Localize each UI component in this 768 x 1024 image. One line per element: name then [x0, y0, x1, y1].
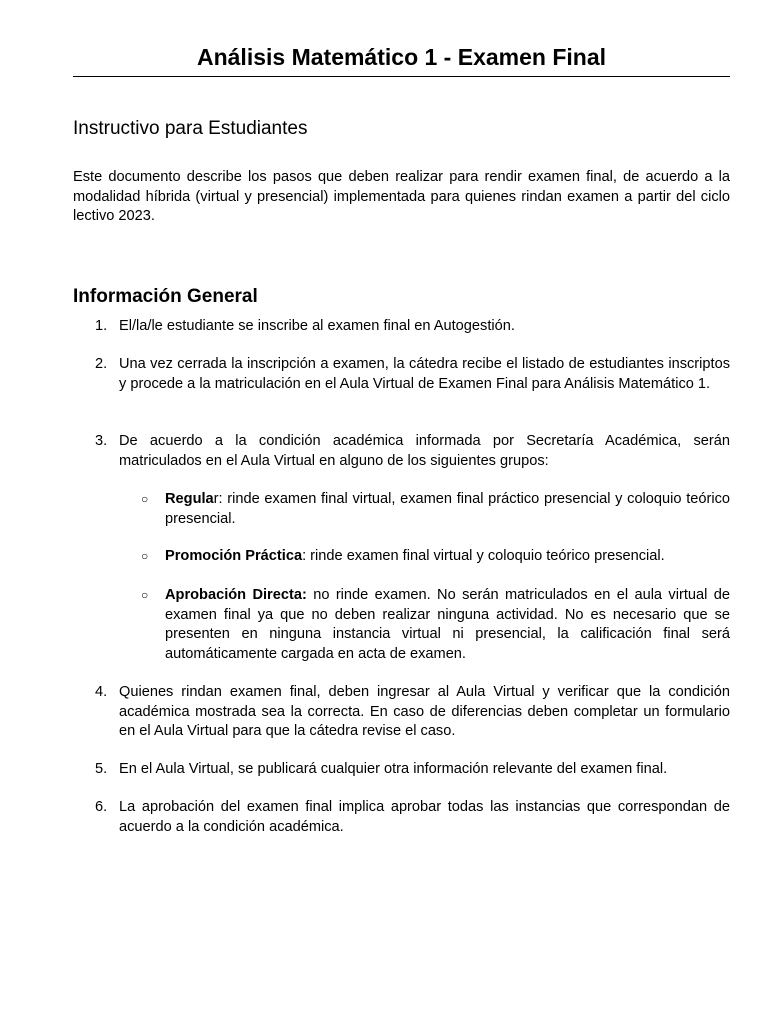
list-item-text: En el Aula Virtual, se publicará cualquier otra información relevante del examen final.	[119, 761, 668, 777]
list-item-number: 1.	[95, 318, 108, 334]
list-item-number: 5.	[95, 761, 108, 777]
title-divider	[73, 76, 730, 77]
group-description: : rinde examen final virtual y coloquio teórico presencial.	[302, 548, 665, 564]
list-item-number: 4.	[95, 684, 108, 700]
circle-bullet-icon: ○	[141, 549, 149, 563]
document-title: Análisis Matemático 1 - Examen Final	[196, 44, 607, 70]
list-item-text: De acuerdo a la condición académica informada por Secretaría Académica, serán matriculados en el Aula Virtual en alguno de los siguientes grupos:	[119, 433, 730, 469]
group-item-text	[165, 586, 730, 664]
intro-paragraph: Este documento describe los pasos que deben realizar para rendir examen final, de acuerdo a la modalidad híbrida (virtual y presencial) implementada para quienes rindan examen a partir del ciclo lectivo 2023.	[73, 169, 730, 224]
group-term: Promoción Práctica	[165, 548, 303, 564]
section-heading-instructivo: Instructivo para Estudiantes	[73, 118, 308, 139]
list-item-text: Quienes rindan examen final, deben ingresar al Aula Virtual y verificar que la condición académica mostrada sea la correcta. En caso de diferencias deben completar un formulario en el Aula Virtual para que la cátedra revise el caso.	[119, 684, 730, 739]
group-term-rest: r	[213, 491, 219, 507]
list-item-number: 3.	[95, 433, 108, 449]
group-item-text	[165, 490, 730, 529]
group-item-text	[165, 547, 730, 567]
group-term: Regula	[165, 491, 214, 507]
list-item-text: Una vez cerrada la inscripción a examen, la cátedra recibe el listado de estudiantes inscriptos y procede a la matriculación en el Aula Virtual de Examen Final para Análisis Matemático 1.	[119, 356, 730, 392]
list-item-text: El/la/le estudiante se inscribe al examen final en Autogestión.	[119, 318, 515, 334]
list-item-number: 2.	[95, 356, 108, 372]
list-item-text: La aprobación del examen final implica aprobar todas las instancias que correspondan de acuerdo a la condición académica.	[119, 799, 730, 835]
group-description: no rinde examen. No serán matriculados en el aula virtual de examen final ya que no deben realizar ninguna actividad. No es necesario que se presenten en ninguna instancia virtual ni presencial, la calificación final será automáticamente cargada en acta de examen.	[165, 587, 730, 662]
list-item-number: 6.	[95, 799, 108, 815]
group-term: Aprobación Directa:	[165, 587, 307, 603]
circle-bullet-icon: ○	[141, 588, 149, 602]
section-heading-informacion: Información General	[73, 286, 258, 307]
group-description: : rinde examen final virtual, examen final práctico presencial y coloquio teórico presencial.	[165, 491, 730, 527]
circle-bullet-icon: ○	[141, 492, 149, 506]
